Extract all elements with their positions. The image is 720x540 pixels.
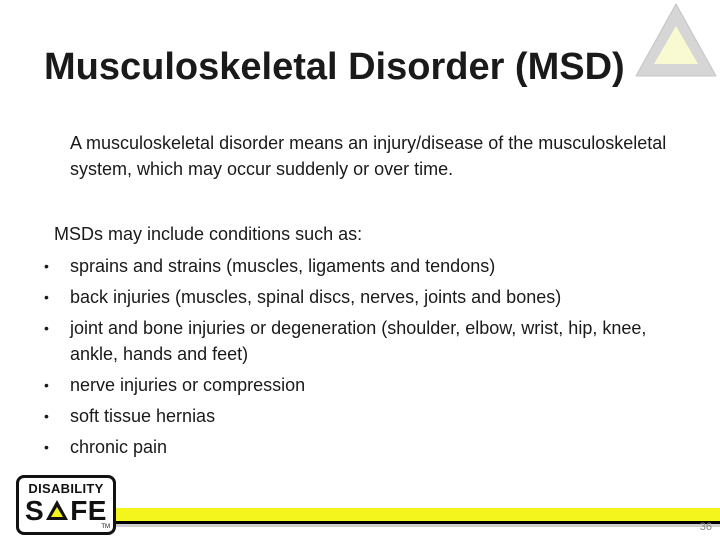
list-item-text: sprains and strains (muscles, ligaments and tendons)	[70, 256, 496, 276]
conditions-list	[44, 253, 684, 465]
list-item	[44, 284, 684, 310]
warning-triangle-icon	[45, 499, 69, 521]
list-item	[44, 403, 684, 429]
logo-line-1: DISABILITY	[28, 481, 104, 496]
bullet-icon: •	[44, 439, 49, 455]
bullet-icon: •	[44, 377, 49, 393]
bullet-icon: •	[44, 320, 49, 336]
list-item-text: back injuries (muscles, spinal discs, nerves, joints and bones)	[70, 287, 562, 307]
footer-divider-shadow	[110, 524, 720, 527]
list-item	[44, 434, 684, 460]
list-item-text: nerve injuries or compression	[70, 375, 306, 395]
list-item-text: joint and bone injuries or degeneration (shoulder, elbow, wrist, hip, knee, ankle, hands and feet)	[70, 318, 647, 364]
logo-letter-s: S	[25, 495, 45, 526]
bullet-icon: •	[44, 289, 49, 305]
warning-triangle-logo	[634, 2, 718, 78]
msd-definition: A musculoskeletal disorder means an injury/disease of the musculoskeletal system, which may occur suddenly or over time.	[70, 133, 667, 179]
disability-safe-logo	[16, 475, 116, 535]
list-item-text: chronic pain	[70, 437, 168, 457]
footer-accent-bar	[110, 508, 720, 521]
list-item	[44, 315, 684, 367]
logo-line-2	[19, 495, 113, 527]
list-item-text: soft tissue hernias	[70, 406, 216, 426]
trademark-mark: TM	[101, 524, 110, 530]
list-item	[44, 372, 684, 398]
logo-letters-fe: FE	[70, 495, 107, 526]
page-number: 36	[699, 521, 712, 533]
bullet-icon: •	[44, 258, 49, 274]
slide-title: Musculoskeletal Disorder (MSD)	[44, 46, 625, 88]
bullet-icon: •	[44, 408, 49, 424]
list-item	[44, 253, 684, 279]
list-intro: MSDs may include conditions such as:	[54, 224, 363, 244]
